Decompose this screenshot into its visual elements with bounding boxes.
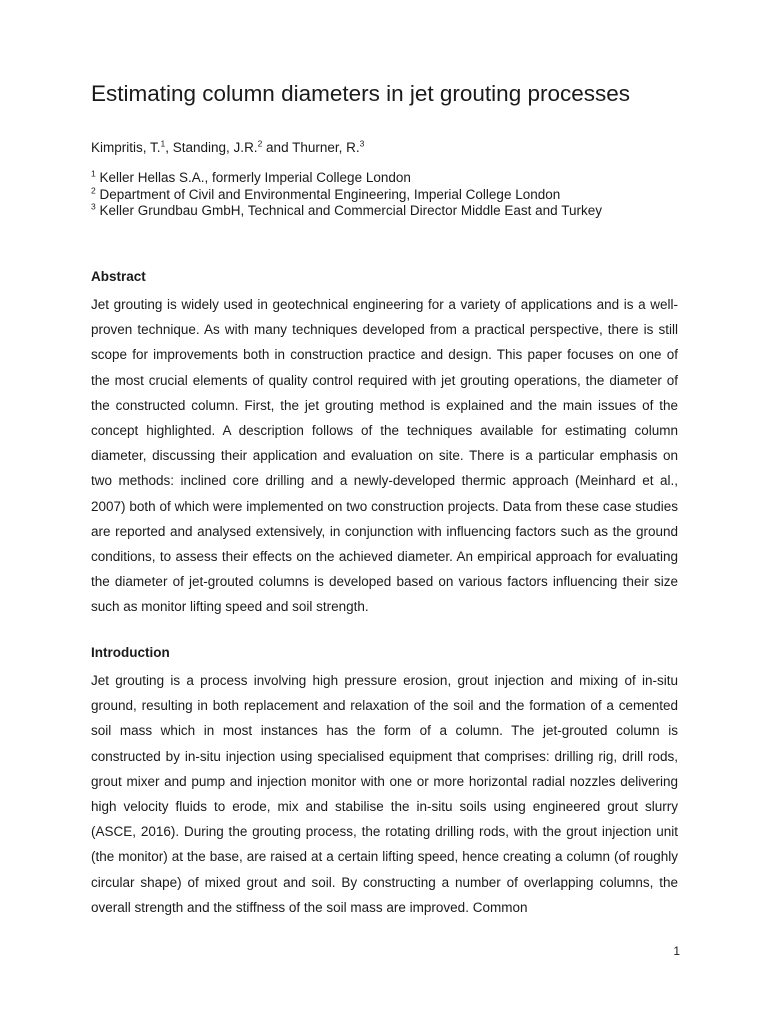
author-name: Thurner, R. bbox=[292, 140, 360, 155]
author-affiliation-mark: 3 bbox=[359, 138, 365, 149]
affiliation-mark: 2 bbox=[91, 185, 96, 195]
affiliation-item bbox=[91, 203, 602, 220]
affiliation-text: Keller Hellas S.A., formerly Imperial College London bbox=[95, 170, 411, 185]
affiliation-mark: 1 bbox=[91, 168, 96, 179]
abstract-text: Jet grouting is widely used in geotechnical engineering for a variety of applications and is a well-proven technique. As with many techniques developed from a practical perspective, there is still scope for improvements both in construction practice and design. This paper focuses on one of the most crucial elements of quality control required with jet grouting operations, the diameter of the constructed column. First, the jet grouting method is explained and the main issues of the concept highlighted. A description follows of the techniques available for estimating column diameter, discussing their application and evaluation on site. There is a particular emphasis on two methods: inclined core drilling and a newly-developed thermic approach (Meinhard et al., 2007) both of which were implemented on two construction projects. Data from these case studies are reported and analysed extensively, in conjunction with influencing factors such as the ground conditions, to assess their effects on the achieved diameter. An empirical approach for evaluating the diameter of jet-grouted columns is developed based on various factors influencing their size such as monitor lifting speed and soil strength. bbox=[91, 297, 678, 615]
author-affiliation-mark: 2 bbox=[257, 138, 263, 149]
affiliation-mark: 3 bbox=[91, 201, 96, 212]
affiliation-item bbox=[91, 170, 602, 187]
author-name: Kimpritis, T. bbox=[91, 140, 161, 155]
author-separator: and bbox=[262, 140, 293, 155]
introduction-heading: Introduction bbox=[91, 645, 170, 660]
abstract-heading: Abstract bbox=[91, 269, 146, 284]
author-line bbox=[91, 138, 364, 158]
author-name: Standing, J.R. bbox=[172, 140, 258, 155]
introduction-text: Jet grouting is a process involving high pressure erosion, grout injection and mixing of in-situ ground, resulting in both replacement and relaxation of the soil and the formation of a cemented soil mass which in most instances has the form of a column. The jet-grouted column is constructed by in-situ injection using specialised equipment that comprises: drilling rig, drill rods, grout mixer and pump and injection monitor with one or more horizontal radial nozzles delivering high velocity fluids to erode, mix and stabilise the in-situ soils using engineered grout slurry (ASCE, 2016). During the grouting process, the rotating drilling rods, with the grout injection unit (the monitor) at the base, are raised at a certain lifting speed, hence creating a column (of roughly circular shape) of mixed grout and soil. By constructing a number of overlapping columns, the overall strength and the stiffness of the soil mass are improved. Common bbox=[91, 673, 678, 915]
author-separator: , bbox=[165, 140, 173, 155]
author-affiliation-mark: 1 bbox=[160, 138, 166, 149]
affiliation-text: Department of Civil and Environmental Engineering, Imperial College London bbox=[95, 186, 561, 202]
affiliation-text: Keller Grundbau GmbH, Technical and Commercial Director Middle East and Turkey bbox=[95, 203, 602, 218]
paper-title: Estimating column diameters in jet grouting processes bbox=[91, 81, 631, 106]
affiliation-item bbox=[91, 187, 602, 204]
page-number: 1 bbox=[673, 944, 680, 958]
affiliation-list bbox=[91, 170, 602, 220]
